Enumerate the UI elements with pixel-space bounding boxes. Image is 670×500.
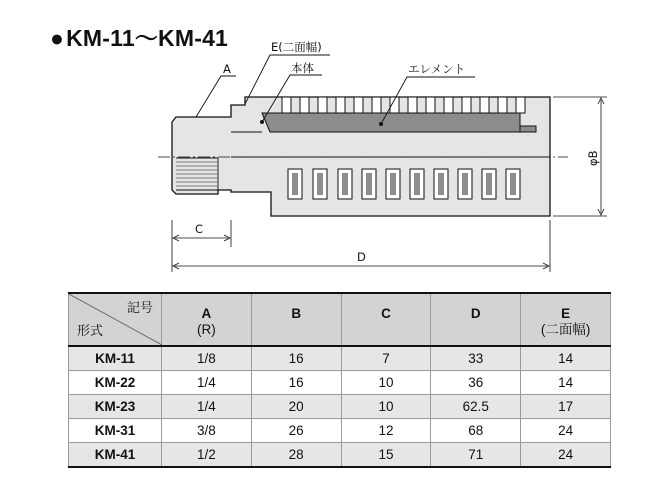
header-symbol-label: 記号 [126, 300, 153, 315]
header-model-label: 形式 [77, 323, 104, 338]
label-a: A [223, 62, 231, 76]
cell-e: 24 [521, 443, 611, 468]
leader-element-dot [379, 122, 383, 126]
label-element: エレメント [408, 62, 466, 76]
cell-b: 16 [251, 371, 341, 395]
cell-b: 16 [251, 346, 341, 371]
header-col-e: E (二面幅) [521, 293, 611, 346]
cell-b: 20 [251, 395, 341, 419]
cell-e: 14 [521, 346, 611, 371]
spec-table [68, 292, 611, 468]
cell-e: 24 [521, 419, 611, 443]
label-d: D [357, 250, 366, 264]
cell-model: KM-11 [69, 346, 162, 371]
element-section [262, 113, 536, 132]
title-text: KM-11〜KM-41 [66, 25, 229, 51]
cell-a: 1/8 [162, 346, 252, 371]
table-row [69, 346, 611, 371]
label-e: E(二面幅) [271, 40, 322, 54]
cell-d: 36 [431, 371, 521, 395]
header-col-c: C [341, 293, 431, 346]
header-col-b: B [251, 293, 341, 346]
header-corner-cell [69, 293, 162, 346]
cell-c: 15 [341, 443, 431, 468]
cell-c: 10 [341, 395, 431, 419]
cell-c: 12 [341, 419, 431, 443]
cell-c: 10 [341, 371, 431, 395]
cell-b: 26 [251, 419, 341, 443]
cell-a: 1/4 [162, 395, 252, 419]
cell-a: 1/2 [162, 443, 252, 468]
label-body: 本体 [291, 61, 314, 75]
label-b: φB [586, 150, 600, 166]
table-row [69, 395, 611, 419]
table-header-row [69, 293, 611, 346]
title-bullet: ● [50, 25, 65, 51]
leader-body-dot [260, 120, 264, 124]
leader-a [196, 76, 236, 117]
dimension-c [172, 220, 550, 272]
cell-e: 14 [521, 371, 611, 395]
cell-d: 71 [431, 443, 521, 468]
cell-model: KM-22 [69, 371, 162, 395]
header-col-d: D [431, 293, 521, 346]
cell-e: 17 [521, 395, 611, 419]
table-row [69, 443, 611, 468]
cell-c: 7 [341, 346, 431, 371]
cell-a: 3/8 [162, 419, 252, 443]
cell-model: KM-23 [69, 395, 162, 419]
cell-d: 62.5 [431, 395, 521, 419]
label-c: C [195, 222, 204, 236]
cell-d: 68 [431, 419, 521, 443]
cell-d: 33 [431, 346, 521, 371]
header-col-a: A (R) [162, 293, 252, 346]
cell-model: KM-31 [69, 419, 162, 443]
cell-b: 28 [251, 443, 341, 468]
table-row [69, 371, 611, 395]
table-row [69, 419, 611, 443]
cell-a: 1/4 [162, 371, 252, 395]
cell-model: KM-41 [69, 443, 162, 468]
